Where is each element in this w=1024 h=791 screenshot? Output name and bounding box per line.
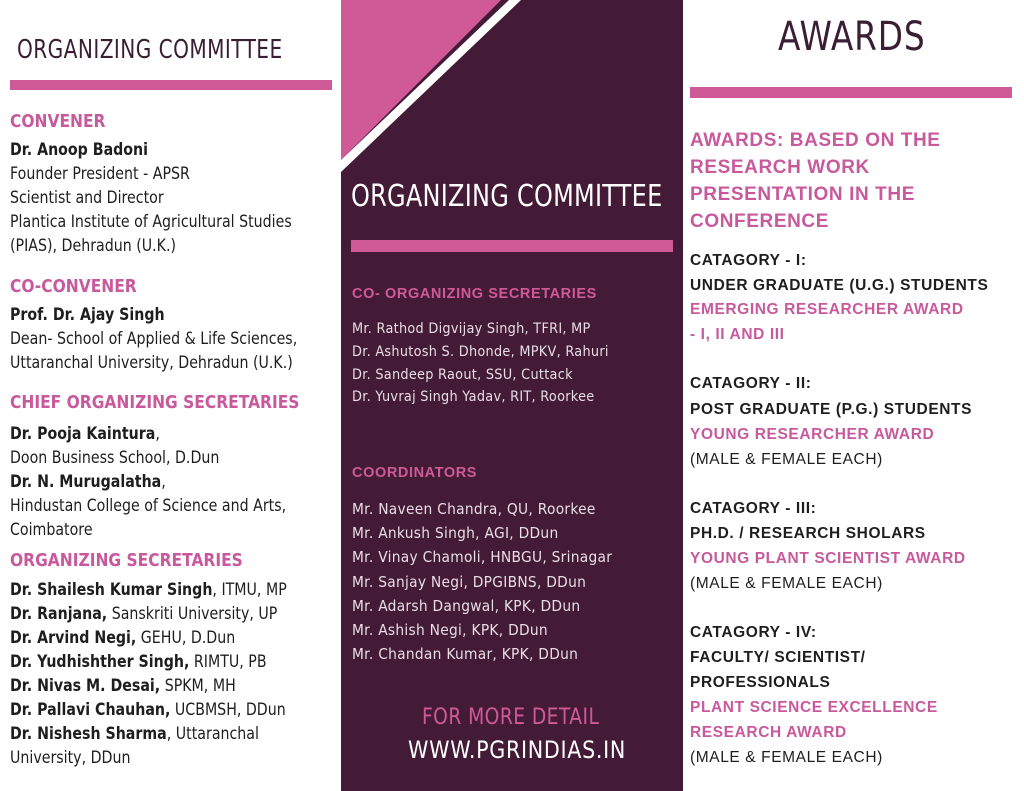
convener-line: Scientist and Director [10, 188, 164, 207]
category-award: RESEARCH AWARD [690, 724, 847, 741]
coordinator-item: Mr. Sanjay Negi, DPGIBNS, DDun [352, 573, 587, 591]
convener-heading: CONVENER [10, 111, 106, 132]
category-heading: CATAGORY - IV: [690, 624, 817, 641]
category-heading: CATAGORY - I: [690, 252, 807, 269]
chief-secretaries-heading: CHIEF ORGANIZING SECRETARIES [10, 392, 300, 413]
middle-divider-bar [351, 240, 673, 252]
category-heading: CATAGORY - III: [690, 500, 817, 517]
category-award: YOUNG PLANT SCIENTIST AWARD [690, 550, 966, 567]
chief-secretary-affil: Doon Business School, D.Dun [10, 448, 220, 467]
category-note: (MALE & FEMALE EACH) [690, 749, 883, 766]
coordinator-item: Mr. Ashish Negi, KPK, DDun [352, 621, 548, 639]
coordinator-item: Mr. Adarsh Dangwal, KPK, DDun [352, 597, 581, 615]
convener-line: Founder President - APSR [10, 164, 190, 183]
category-award: EMERGING RESEARCHER AWARD [690, 301, 964, 318]
more-detail-label: FOR MORE DETAIL [422, 705, 600, 730]
awards-title: AWARDS [778, 14, 926, 60]
category-note: (MALE & FEMALE EACH) [690, 451, 883, 468]
secretary-entry: Dr. Yudhishther Singh, RIMTU, PB [10, 652, 267, 671]
chief-secretary-affil: Hindustan College of Science and Arts, [10, 496, 287, 515]
secretary-entry: Dr. Ranjana, Sanskriti University, UP [10, 604, 278, 623]
awards-lead-line: RESEARCH WORK [690, 157, 870, 178]
left-column-title: ORGANIZING COMMITTEE [17, 35, 283, 65]
co-secretaries-heading: CO- ORGANIZING SECRETARIES [352, 286, 597, 302]
awards-lead-line: CONFERENCE [690, 211, 830, 232]
co-convener-heading: CO-CONVENER [10, 276, 137, 297]
secretary-entry: Dr. Nivas M. Desai, SPKM, MH [10, 676, 236, 695]
co-secretary-item: Dr. Yuvraj Singh Yadav, RIT, Roorkee [352, 389, 595, 405]
convener-line: Plantica Institute of Agricultural Studies [10, 212, 292, 231]
category-note: (MALE & FEMALE EACH) [690, 575, 883, 592]
category-eligibility: POST GRADUATE (P.G.) STUDENTS [690, 401, 973, 418]
category-heading: CATAGORY - II: [690, 375, 812, 392]
category-eligibility: UNDER GRADUATE (U.G.) STUDENTS [690, 277, 989, 294]
co-convener-line: Uttaranchal University, Dehradun (U.K.) [10, 353, 293, 372]
secretaries-heading: ORGANIZING SECRETARIES [10, 550, 243, 571]
coordinator-item: Mr. Vinay Chamoli, HNBGU, Srinagar [352, 548, 613, 566]
secretary-entry: Dr. Pallavi Chauhan, UCBMSH, DDun [10, 700, 286, 719]
coordinator-item: Mr. Ankush Singh, AGI, DDun [352, 524, 559, 542]
category-award: PLANT SCIENCE EXCELLENCE [690, 699, 938, 716]
coordinators-heading: COORDINATORS [352, 465, 478, 481]
category-eligibility: PH.D. / RESEARCH SHOLARS [690, 525, 926, 542]
left-divider-bar [10, 80, 332, 90]
awards-lead-line: PRESENTATION IN THE [690, 184, 915, 205]
decorative-corner-triangle [341, 0, 683, 180]
chief-secretary-name: Dr. N. Murugalatha, [10, 472, 166, 491]
chief-secretary-name: Dr. Pooja Kaintura, [10, 424, 160, 443]
co-convener-name: Prof. Dr. Ajay Singh [10, 305, 165, 324]
co-convener-line: Dean- School of Applied & Life Sciences, [10, 329, 298, 348]
right-divider-bar [690, 87, 1012, 98]
coordinator-item: Mr. Naveen Chandra, QU, Roorkee [352, 500, 596, 518]
secretary-entry: Dr. Shailesh Kumar Singh, ITMU, MP [10, 580, 287, 599]
coordinator-item: Mr. Chandan Kumar, KPK, DDun [352, 645, 579, 663]
category-eligibility: FACULTY/ SCIENTIST/ [690, 649, 866, 666]
co-secretary-item: Dr. Sandeep Raout, SSU, Cuttack [352, 367, 573, 383]
co-secretary-item: Mr. Rathod Digvijay Singh, TFRI, MP [352, 321, 591, 337]
convener-line: (PIAS), Dehradun (U.K.) [10, 236, 177, 255]
chief-secretary-affil: Coimbatore [10, 520, 93, 539]
secretary-entry: Dr. Nishesh Sharma, Uttaranchal [10, 724, 259, 743]
co-secretary-item: Dr. Ashutosh S. Dhonde, MPKV, Rahuri [352, 344, 609, 360]
secretary-entry-continued: University, DDun [10, 748, 131, 767]
category-award: - I, II AND III [690, 326, 785, 343]
website-link[interactable]: WWW.PGRINDIAS.IN [408, 736, 627, 764]
category-award: YOUNG RESEARCHER AWARD [690, 426, 935, 443]
category-eligibility: PROFESSIONALS [690, 674, 831, 691]
awards-lead-line: AWARDS: BASED ON THE [690, 130, 941, 151]
middle-panel-title: ORGANIZING COMMITTEE [351, 179, 663, 214]
convener-name: Dr. Anoop Badoni [10, 140, 149, 159]
secretary-entry: Dr. Arvind Negi, GEHU, D.Dun [10, 628, 236, 647]
